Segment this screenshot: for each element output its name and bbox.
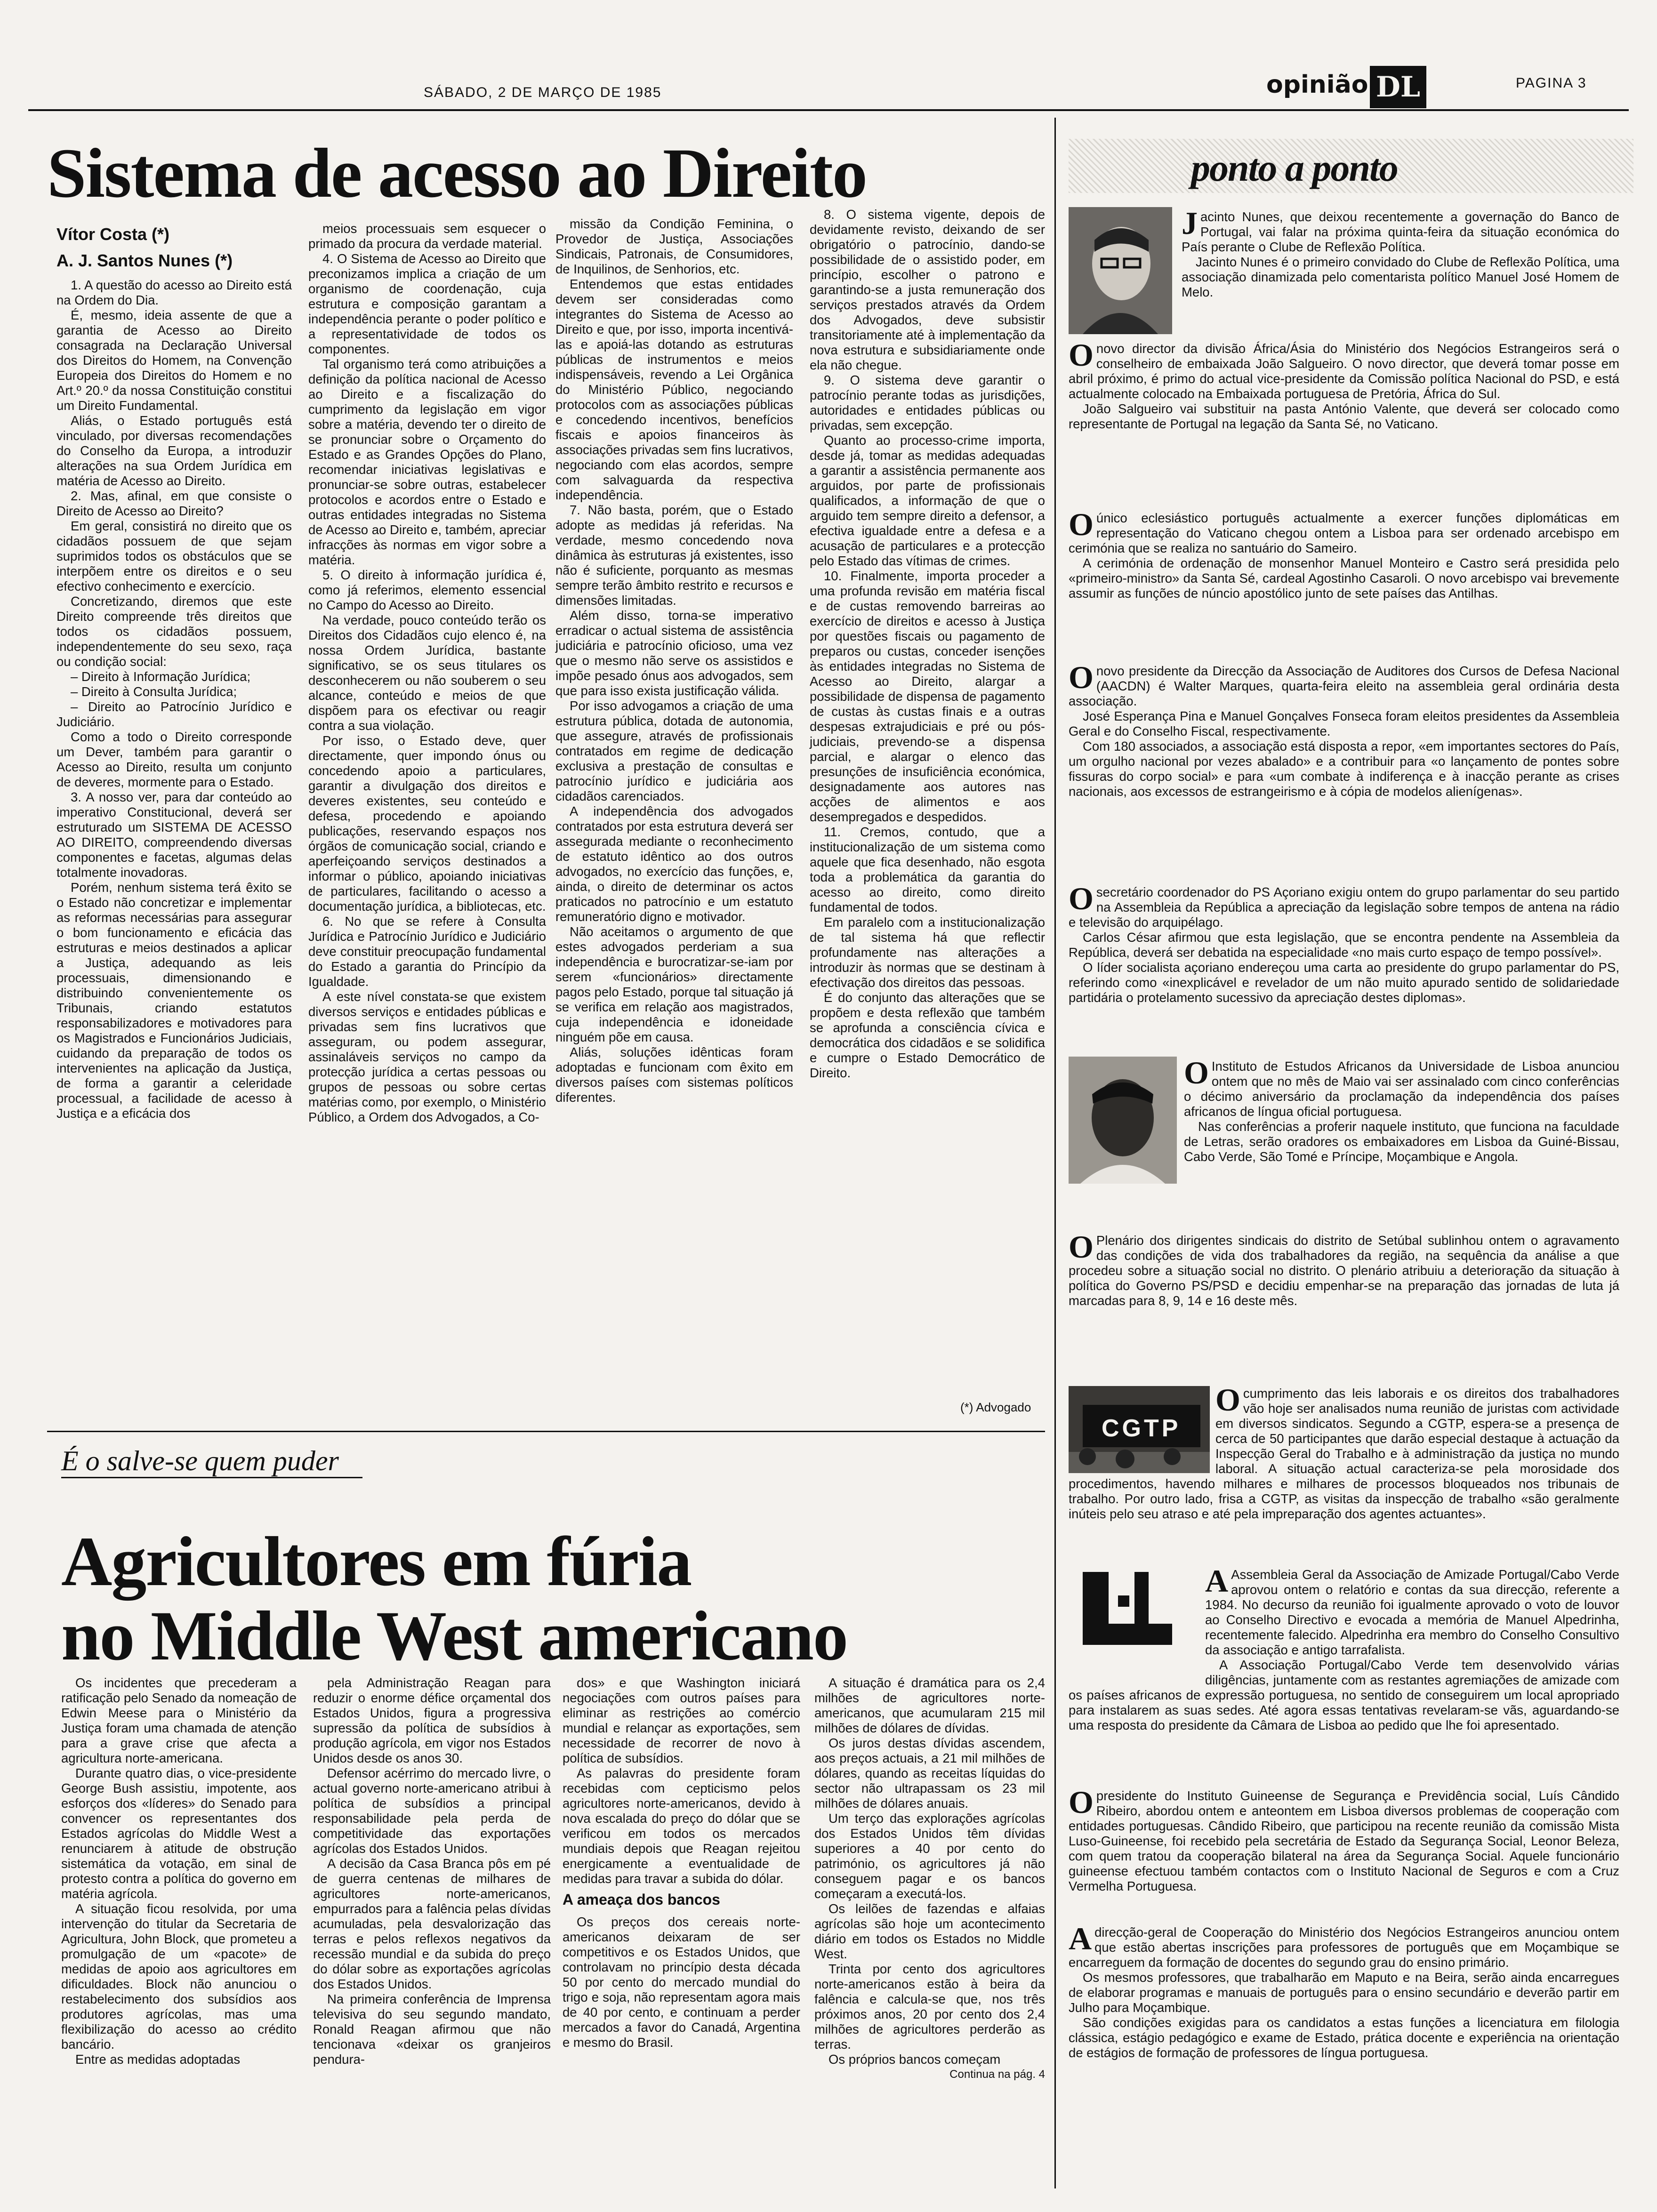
paragraph: Em geral, consistirá no direito que os cidadãos possuem de que sejam suprimidos todos os obstáculos que se interpõem entre os direitos e o seu efectivo conhecimento e exercício. [56,519,292,593]
article-column [56,278,292,1121]
paragraph: Como a todo o Direito corresponde um Dever, também para garantir o Acesso ao Direito, resulta um conjunto de deveres, mormente para o Estado. [56,729,292,789]
article-headline: Sistema de acesso ao Direito [47,134,867,212]
paragraph: Aliás, soluções idênticas foram adoptadas e funcionam com êxito em diversos países com sistemas políticos diferentes. [555,1045,793,1105]
paragraph: Na verdade, pouco conteúdo terão os Direitos dos Cidadãos cujo elenco é, na nossa Ordem Jurídica, bastante significativo, se os seus titulares os desconhecerem ou não souberem o seu alcance, conteúdo e meios de que dispõem para os efectivar ou reagir contra a sua violação. [308,613,546,733]
drop-cap: O [1215,1382,1240,1418]
paragraph: Jacinto Nunes é o primeiro convidado do Clube de Reflexão Política, uma associação dinamizada pelo comentarista político Manuel José Homem de Melo. [1182,255,1619,299]
paragraph: A Assembleia Geral da Associação de Amizade Portugal/Cabo Verde aprovou ontem o relatório e contas da sua direcção, referente a 1984. No decurso da reunião foi igualmente aprovado o voto de louvor ao Conselho Directivo e evocada a memória de Manuel Alpedrinha, recentemente falecido. Alpedrinha era membro do Conselho Consultivo da associação e antigo tarrafalista. [1205,1563,1619,1657]
article-column [810,207,1045,1081]
drop-cap: A [1205,1563,1229,1599]
paragraph: Os juros destas dívidas ascendem, aos preços actuais, a 21 mil milhões de dólares, quando as receitas líquidas do sector não ultrapassam os 23 mil milhões de dólares anuais. [814,1736,1045,1811]
paragraph: São condições exigidas para os candidatos a estas funções a licenciatura em filologia clássica, estágio pedagógico e exame de Estado, prática docente e experiência na orientação de estágios de formação de professores de língua portuguesa. [1069,2015,1619,2060]
paragraph: A cerimónia de ordenação de monsenhor Manuel Monteiro e Castro será presidida pelo «primeiro-ministro» da Santa Sé, cardeal Agostinho Casaroli. O novo arcebispo vai brevemente assumir as funções de núncio apostólico junto de sete países das Antilhas. [1069,556,1619,601]
paragraph: 6. No que se refere à Consulta Jurídica e Patrocínio Jurídico e Judiciário deve constituir preocupação fundamental do Estado a garantia do Princípio da Igualdade. [308,914,546,989]
paragraph: João Salgueiro vai substituir na pasta António Valente, que deverá ser colocado como representante de Portugal na legação da Santa Sé, no Vaticano. [1069,401,1619,431]
drop-cap: O [1069,881,1094,916]
drop-cap: O [1184,1055,1209,1090]
paragraph: 1. A questão do acesso ao Direito está na Ordem do Dia. [56,278,292,307]
paragraph: Além disso, torna-se imperativo erradicar o actual sistema de assistência judiciária e patrocínio oficioso, uma vez que o mesmo não serve os assistidos e impõe pesado ónus aos advogados, sem que para isso exista justificação válida. [555,608,793,698]
paragraph: A situação ficou resolvida, por uma intervenção do titular da Secretaria de Agricultura, John Block, que prometeu a promulgação de um «pacote» de medidas de apoio aos agricultores em dificuldades. Block não anunciou o restabelecimento dos subsídios aos produtores agrícolas, mas uma flexibilização do acesso ao crédito bancário. [61,1901,297,2052]
paragraph: Um terço das explorações agrícolas dos Estados Unidos têm dívidas superiores a 40 por cento do património, os agricultores já não conseguem pagar e os bancos começaram a executá-los. [814,1811,1045,1901]
section-title: opinião [1266,71,1368,99]
paragraph: Os próprios bancos começam [828,2052,1001,2067]
news-brief [1069,1382,1619,1522]
paragraph: Trinta por cento dos agricultores norte-americanos estão à beira da falência e calcula-se que, nos três próximos anos, 20 por cento dos 2,4 milhões de agricultores perderão as terras. [814,1962,1045,2052]
paragraph: Defensor acérrimo do mercado livre, o actual governo norte-americano atribui à política de subsídios a principal responsabilidade pela perda de competitividade das exportações agrícolas dos Estados Unidos. [313,1766,551,1856]
paragraph: A Associação Portugal/Cabo Verde tem desenvolvido várias diligências, juntamente com as restantes agremiações de amizade com os países africanos de expressão portuguesa, no sentido de conseguirem um local apropriado para instalarem as suas sedes. Até agora essas tentativas revelaram-se vãs, aguardando-se uma resposta do presidente da Câmara de Lisboa ao pedido que lhe foi apresentado. [1069,1658,1619,1732]
article-column [563,1675,800,2050]
paragraph: dos» e que Washington iniciará negociações com outros países para eliminar as restrições ao comércio mundial e relançar as exportações, sem necessidade de recorrer de novo à política de subsídios. [563,1675,800,1765]
paragraph: A situação é dramática para os 2,4 milhões de agricultores norte-americanos, que acumularam 215 mil milhões de dólares de dívidas. [814,1675,1045,1735]
article-column [61,1675,297,2067]
paragraph: Os mesmos professores, que trabalharão em Maputo e na Beira, serão ainda encarregues de elaborar programas e manuais de português para o ensino secundário e deverão partir em Julho para Moçambique. [1069,1970,1619,2015]
paragraph: A direcção-geral de Cooperação do Ministério dos Negócios Estrangeiros anunciou ontem que estão abertas inscrições para professores de português que em Moçambique se encarreguem da formação de docentes do segundo grau do ensino primário. [1069,1921,1619,1970]
news-brief [1069,1563,1619,1733]
drop-cap: A [1069,1921,1092,1956]
news-brief [1069,506,1619,601]
news-brief [1069,337,1619,432]
paragraph: Aliás, o Estado português está vinculado, por diversas recomendações do Conselho da Europa, a introduzir alterações na sua Ordem Jurídica em matéria de Acesso ao Direito. [56,413,292,488]
paragraph: Na primeira conferência de Imprensa televisiva do seu segundo mandato, Ronald Reagan afirmou que não tencionava «deixar os granjeiros pendura- [313,1992,551,2067]
paragraph: – Direito à Consulta Jurídica; [71,684,237,699]
paragraph: O presidente do Instituto Guineense de Segurança e Previdência social, Luís Cândido Ribeiro, abordou ontem e anteontem em Lisboa diversos problemas de cooperação com entidades portuguesas. Cândido Ribeiro, que participou na recente reunião da comissão Mista Luso-Guineense, foi recebido pela secretária de Estado da Segurança Social, Leonor Beleza, com quem tratou da cooperação bilateral na área da Segurança Social. Aquele funcionário guineense efectuou também contactos com o Instituto Nacional de Seguros e com a Cruz Vermelha Portuguesa. [1069,1784,1619,1893]
paragraph: pela Administração Reagan para reduzir o enorme défice orçamental dos Estados Unidos, figura a progressiva supressão da política de subsídios à produção agrícola, em vigor nos Estados Unidos desde os anos 30. [313,1675,551,1765]
paragraph: Os leilões de fazendas e alfaias agrícolas são hoje um acontecimento diário em todos os Estados no Middle West. [814,1901,1045,1961]
paragraph: Por isso advogamos a criação de uma estrutura pública, dotada de autonomia, que assegure, através de profissionais contratados em regime de dedicação exclusiva a prestação de consultas e patrocínio jurídico e judiciária aos cidadãos carenciados. [555,698,793,803]
paragraph: Os preços dos cereais norte-americanos deixaram de ser competitivos e os Estados Unidos, que controlavam no princípio desta década 50 por cento do mercado mundial do trigo e soja, não representam agora mais de 40 por cento, e continuam a perder mercados a favor do Canadá, Argentina e mesmo do Brasil. [563,1915,800,2050]
paragraph: Por isso, o Estado deve, quer directamente, quer impondo ónus ou concedendo apoio a particulares, garantir a divulgação dos direitos e deveres existentes, seu conteúdo e defesa, procedendo e apoiando publicações, reservando espaços nos órgãos de comunicação social, criando e aperfeiçoando serviços destinados a informar o público, apoiando iniciativas de particulares, facilitando o acesso a documentação jurídica, a bibliotecas, etc. [308,733,546,914]
paragraph: Não aceitamos o argumento de que estes advogados perderiam a sua independência e burocratizar-se-iam por serem «funcionários» directamente pagos pelo Estado, porque tal situação já se verifica em relação aos magistrados, cuja independência e idoneidade ninguém põe em causa. [555,924,793,1044]
paragraph: As palavras do presidente foram recebidas com cepticismo pelos agricultores norte-americanos, devido à nova escalada do preço do dólar que se verificou em todos os mercados mundiais depois que Reagan rejeitou energicamente a eventualidade de medidas para travar a subida do dólar. [563,1766,800,1886]
article-kicker: É o salve-se quem puder [61,1445,339,1476]
paragraph: 2. Mas, afinal, em que consiste o Direito de Acesso ao Direito? [56,489,292,518]
newspaper-logo: DL [1370,66,1426,108]
paragraph: Jacinto Nunes, que deixou recentemente a governação do Banco de Portugal, vai falar na próxima quinta-feira da situação económica do País perante o Clube de Reflexão Política. [1182,205,1619,254]
column-text [563,1675,800,1886]
paragraph: 8. O sistema vigente, depois de devidamente revisto, deixando de ser obrigatório o patrocínio, dando-se possibilidade de o assistido poder, em princípio, escolher o patrono e garantindo-se a justa remuneração dos serviços prestados através da Ordem dos Advogados, deve subsistir transitoriamente até à implementação da nova estrutura e subsidiariamente onde ela não chegue. [810,207,1045,372]
section-divider [47,1431,1045,1432]
paragraph: O novo presidente da Direcção da Associação de Auditores dos Cursos de Defesa Nacional (AACDN) é Walter Marques, quarta-feira eleito na assembleia geral ordinária desta associação. [1069,659,1619,708]
drop-cap: O [1069,506,1094,542]
paragraph: 10. Finalmente, importa proceder a uma profunda revisão em matéria fiscal e de custas removendo barreiras ao exercício de direitos e acesso à Justiça por questões fiscais ou pagamento de preparos ou custas, conceder isenções às entidades integradas no Sistema de Acesso ao Direito, alargar a possibilidade de dispensa de pagamento de custas às custas finais e a outras despesas extrajudiciais e pré ou pós-judiciais, prevendo-se a dispensa parcial, e alargar o elenco das presunções de insuficiência económica, designadamente aos autores nas acções de alimentos e aos desempregados e despedidos. [810,569,1045,824]
page-number: PAGINA 3 [1516,75,1587,91]
paragraph: Porém, nenhum sistema terá êxito se o Estado não concretizar e implementar as reformas necessárias para assegurar o bom funcionamento e eficácia das estruturas e meios destinados a aplicar a Justiça, adequando as leis processuais, dimensionando e distribuindo convenientemente os Tribunais, criando estatutos responsabilizadores e motivadores para os Magistrados e Funcionários Judiciais, cuidando da preparação de todos os intervenientes na aplicação da Justiça, de forma a garantir a celeridade processual, a facilidade de acesso à Justiça e a eficácia dos [56,880,292,1121]
news-brief [1069,1921,1619,2060]
news-brief [1069,659,1619,799]
paragraph: Carlos César afirmou que esta legislação, que se encontra pendente na Assembleia da República, deverá ser debatida na especialidade «no mais curto espaço de tempo possível». [1069,930,1619,960]
paragraph: 9. O sistema deve garantir o patrocínio perante todas as jurisdições, autoridades e entidades públicas ou privadas, sem excepção. [810,373,1045,433]
paragraph: 11. Cremos, contudo, que a institucionalização de um sistema como aquele que fica desenhado, não esgota toda a problemática da garantia do acesso ao direito, como direito fundamental de todos. [810,825,1045,914]
article-column [308,221,546,1125]
article-column [313,1675,551,2067]
paragraph: Nas conferências a proferir naquele instituto, que funciona na faculdade de Letras, serão oradores os embaixadores em Lisboa da Guiné-Bissau, Cabo Verde, São Tomé e Príncipe, Moçambique e Angola. [1184,1119,1619,1164]
portrait-photo [1069,207,1172,334]
paragraph: A decisão da Casa Branca pôs em pé de guerra centenas de milhares de agricultores norte-americanos, empurrados para a falência pelas dívidas acumuladas, pela desvalorização das terras e pelos reflexos negativos da recessão mundial e da subida do preço do dólar sobre as exportações agrícolas dos Estados Unidos. [313,1856,551,1991]
column-text [563,1915,800,2050]
paragraph: – Direito à Informação Jurídica; [71,669,251,684]
article-column [555,216,793,1105]
paragraph: O líder socialista açoriano endereçou uma carta ao presidente do grupo parlamentar do PS, referindo como «inexplicável e revelador de um não muito apurado sentido de solidariedade partidária o protelamento sucessivo da apreciação destes diplomas». [1069,960,1619,1005]
news-brief [1069,881,1619,1005]
issue-date: SÁBADO, 2 DE MARÇO DE 1985 [424,85,662,100]
drop-cap: J [1182,205,1198,241]
news-brief [1182,205,1619,300]
banner-text: CGTP [1102,1415,1181,1442]
column-divider [1054,118,1056,2188]
paragraph: José Esperança Pina e Manuel Gonçalves Fonseca foram eleitos presidentes da Assembleia Geral e do Conselho Fiscal, respectivamente. [1069,709,1619,738]
paragraph: Entendemos que estas entidades devem ser consideradas como integrantes do Sistema de Acesso ao Direito e que, por isso, importa incentivá-las e apoiá-las dotando as estruturas públicas de instrumentos e meios indispensáveis, revendo a Lei Orgânica do Ministério Público, negociando protocolos com as associações públicas e concedendo incentivos, benefícios fiscais e apoios financeiros às associações privadas sem fins lucrativos, negociando com elas acordos, sempre com salvaguarda da respectiva independência. [555,277,793,502]
paragraph: Quanto ao processo-crime importa, desde já, tomar as medidas adequadas a garantir a assistência permanente aos arguidos, por parte de profissionais qualificados, a informação de que o arguido tem sempre direito a defensor, a efectiva igualdade entre a defesa e a acusação de particulares e a protecção pelo Estado das vítimas de crimes. [810,433,1045,568]
news-brief [1069,1784,1619,1894]
kicker-underline [61,1477,362,1478]
news-brief [1184,1055,1619,1164]
column-text [814,1675,1045,2067]
article-subheading: A ameaça dos bancos [563,1891,720,1908]
paragraph: O secretário coordenador do PS Açoriano exigiu ontem do grupo parlamentar do seu partido na Assembleia da República a apreciação da legislação sobre tempos de antena na rádio e televisão do arquipélago. [1069,881,1619,930]
headline-line: Agricultores em fúria [61,1523,692,1601]
paragraph: A independência dos advogados contratados por esta estrutura deverá ser assegurada mediante o reconhecimento de estatuto idêntico ao dos outros advogados, no exercício das funções, e, ainda, o direito de determinar os actos praticados no patrocínio e um estatuto remuneratório digno e motivador. [555,804,793,924]
column-title: ponto a ponto [1191,146,1398,189]
paragraph: missão da Condição Feminina, o Provedor de Justiça, Associações Sindicais, Patronais, de Consumidores, de Inquilinos, de Senhorios, etc. [555,216,793,276]
paragraph: 4. O Sistema de Acesso ao Direito que preconizamos implica a criação de um organismo de coordenação, cuja estrutura e composição garantam a independência perante o poder político e a representatividade de todos os componentes. [308,251,546,356]
paragraph: O novo director da divisão África/Ásia do Ministério dos Negócios Estrangeiros será o conselheiro de embaixada João Salgueiro. O novo director, que deverá tomar posse em abril próximo, é primo do actual vice-presidente da Comissão política Nacional do PSD, e está actualmente colocado na Embaixada portuguesa de Pretória, África do Sul. [1069,337,1619,401]
paragraph: meios processuais sem esquecer o primado da procura da verdade material. [308,221,546,251]
news-brief [1069,1229,1619,1308]
paragraph: Durante quatro dias, o vice-presidente George Bush assistiu, impotente, aos esforços dos «líderes» do Senado para convencer os representantes dos Estados agrícolas do Middle West a renunciarem à atitude de obstrução sistemática da votação, em sinal de protesto contra a política do governo em matéria agrícola. [61,1766,297,1901]
portrait-photo [1069,1057,1177,1184]
paragraph: Os incidentes que precederam a ratificação pelo Senado da nomeação de Edwin Meese para o Ministério da Justiça foram uma chamada de atenção para a grave crise que afecta a agricultura norte-americana. [61,1675,297,1765]
article-authors [56,221,233,274]
paragraph: É do conjunto das alterações que se propõem e desta reflexão que também se aprofunda a consciência cívica e democrática dos cidadãos e se solidifica e cumpre o Estado Democrático de Direito. [810,990,1045,1080]
paragraph: Em paralelo com a institucionalização de tal sistema há que reflectir profundamente nas alterações a introduzir às normas que se destinam à efectivação dos direitos das pessoas. [810,915,1045,990]
paragraph: O único eclesiástico português actualmente a exercer funções diplomáticas em representação do Vaticano chegou ontem a Lisboa para ser ordenado arcebispo em cerimónia que se realiza no santuário do Sameiro. [1069,506,1619,555]
paragraph: 7. Não basta, porém, que o Estado adopte as medidas já referidas. Na verdade, mesmo concedendo nova dinâmica às estruturas já existentes, isso não é suficiente, porquanto as mesmas sempre terão âmbito restrito e recursos e dimensões limitadas. [555,503,793,608]
paragraph: 5. O direito à informação jurídica é, como já referimos, elemento essencial no Campo do Acesso ao Direito. [308,568,546,612]
paragraph: O Instituto de Estudos Africanos da Universidade de Lisboa anunciou ontem que no mês de Maio vai ser assinalado com cinco conferências o décimo aniversário da proclamação da independência dos países africanos de língua oficial portuguesa. [1184,1055,1619,1119]
paragraph: 3. A nosso ver, para dar conteúdo ao imperativo Constitucional, deverá ser estruturado um SISTEMA DE ACESSO AO DIREITO, compreendendo diversas componentes e facetas, algumas delas totalmente inovadoras. [56,790,292,880]
paragraph: O cumprimento das leis laborais e os direitos dos trabalhadores vão hoje ser analisados numa reunião de juristas com actividade em diversos sindicatos. Segundo a CGTP, espera-se a presença de cerca de 50 participantes que darão especial destaque à actuação da Inspecção Geral do Trabalho e à administração da justiça no mundo laboral. A situação actual caracteriza-se pela morosidade dos procedimentos, havendo milhares e milhares de processos bloqueados nos tribunais de trabalho. Por outro lado, frisa a CGTP, as visitas da inspecção de trabalho «são geralmente inúteis pelo seu atraso e até pela impreparação dos agentes actuantes». [1069,1382,1619,1521]
drop-cap: O [1069,1229,1094,1265]
paragraph: O Plenário dos dirigentes sindicais do distrito de Setúbal sublinhou ontem o agravamento das condições de vida dos trabalhadores da região, na sequência da análise a que procedeu sobre a situação social no distrito. O plenário atribuiu a deterioração da situação à política do Governo PS/PSD e decidiu empenhar-se na preparação das jornadas de luta já marcadas para 8, 9, 14 e 16 deste mês. [1069,1229,1619,1308]
paragraph: Concretizando, diremos que este Direito compreende três direitos que todos os cidadãos possuem, independentemente do seu sexo, raça ou condição social: [56,594,292,669]
author-note: (*) Advogado [960,1400,1031,1414]
article-column [814,1675,1045,2082]
drop-cap: O [1069,337,1094,373]
paragraph: – Direito ao Patrocínio Jurídico e Judiciário. [56,699,292,729]
article-headline [61,1525,956,1673]
paragraph: Com 180 associados, a associação está disposta a repor, «em importantes sectores do País, um orgulho nacional por vezes abalado» e a contribuir para «o lançamento de pontes sobre fissuras do corpo social» e para «um combate à indiferença e à inacção perante as crises nacionais, aos excessos de estrangeirismo e à cópia de modelos alienígenas». [1069,739,1619,799]
author-name: Vítor Costa (*) [56,224,170,244]
paragraph: Tal organismo terá como atribuições a definição da política nacional de Acesso ao Direito e a fiscalização do cumprimento da legislação em vigor sobre a matéria, devendo ter o direito de se pronunciar sobre o Orçamento do Estado e as Grandes Opções do Plano, recomendar iniciativas legislativas e pronunciar-se sobre outras, estabelecer protocolos e acordos entre o Estado e outras entidades integradas no Sistema de Acesso ao Direito e, também, apreciar infracções às normas em vigor sobre a matéria. [308,357,546,567]
headline-line: no Middle West americano [61,1596,847,1675]
drop-cap: O [1069,659,1094,695]
author-name: A. J. Santos Nunes (*) [56,251,233,270]
drop-cap: O [1069,1784,1094,1820]
paragraph: Entre as medidas adoptadas [75,2052,241,2067]
paragraph: A este nível constata-se que existem diversos serviços e entidades públicas e privadas sem fins lucrativos que asseguram, ou podem assegurar, assinaláveis serviços no campo da protecção jurídica a certas pessoas ou grupos de pessoas ou sobre certas matérias como, por exemplo, o Ministério Público, a Ordem dos Advogados, a Co- [308,989,546,1124]
paragraph: É, mesmo, ideia assente de que a garantia de Acesso ao Direito consagrada na Declaração Universal dos Direitos do Homem, na Convenção Europeia dos Direitos do Homem e no Art.º 20.º da nossa Constituição constitui um Direito Fundamental. [56,308,292,413]
header-rule [28,109,1629,111]
continued-note: Continua na pág. 4 [949,2068,1045,2081]
